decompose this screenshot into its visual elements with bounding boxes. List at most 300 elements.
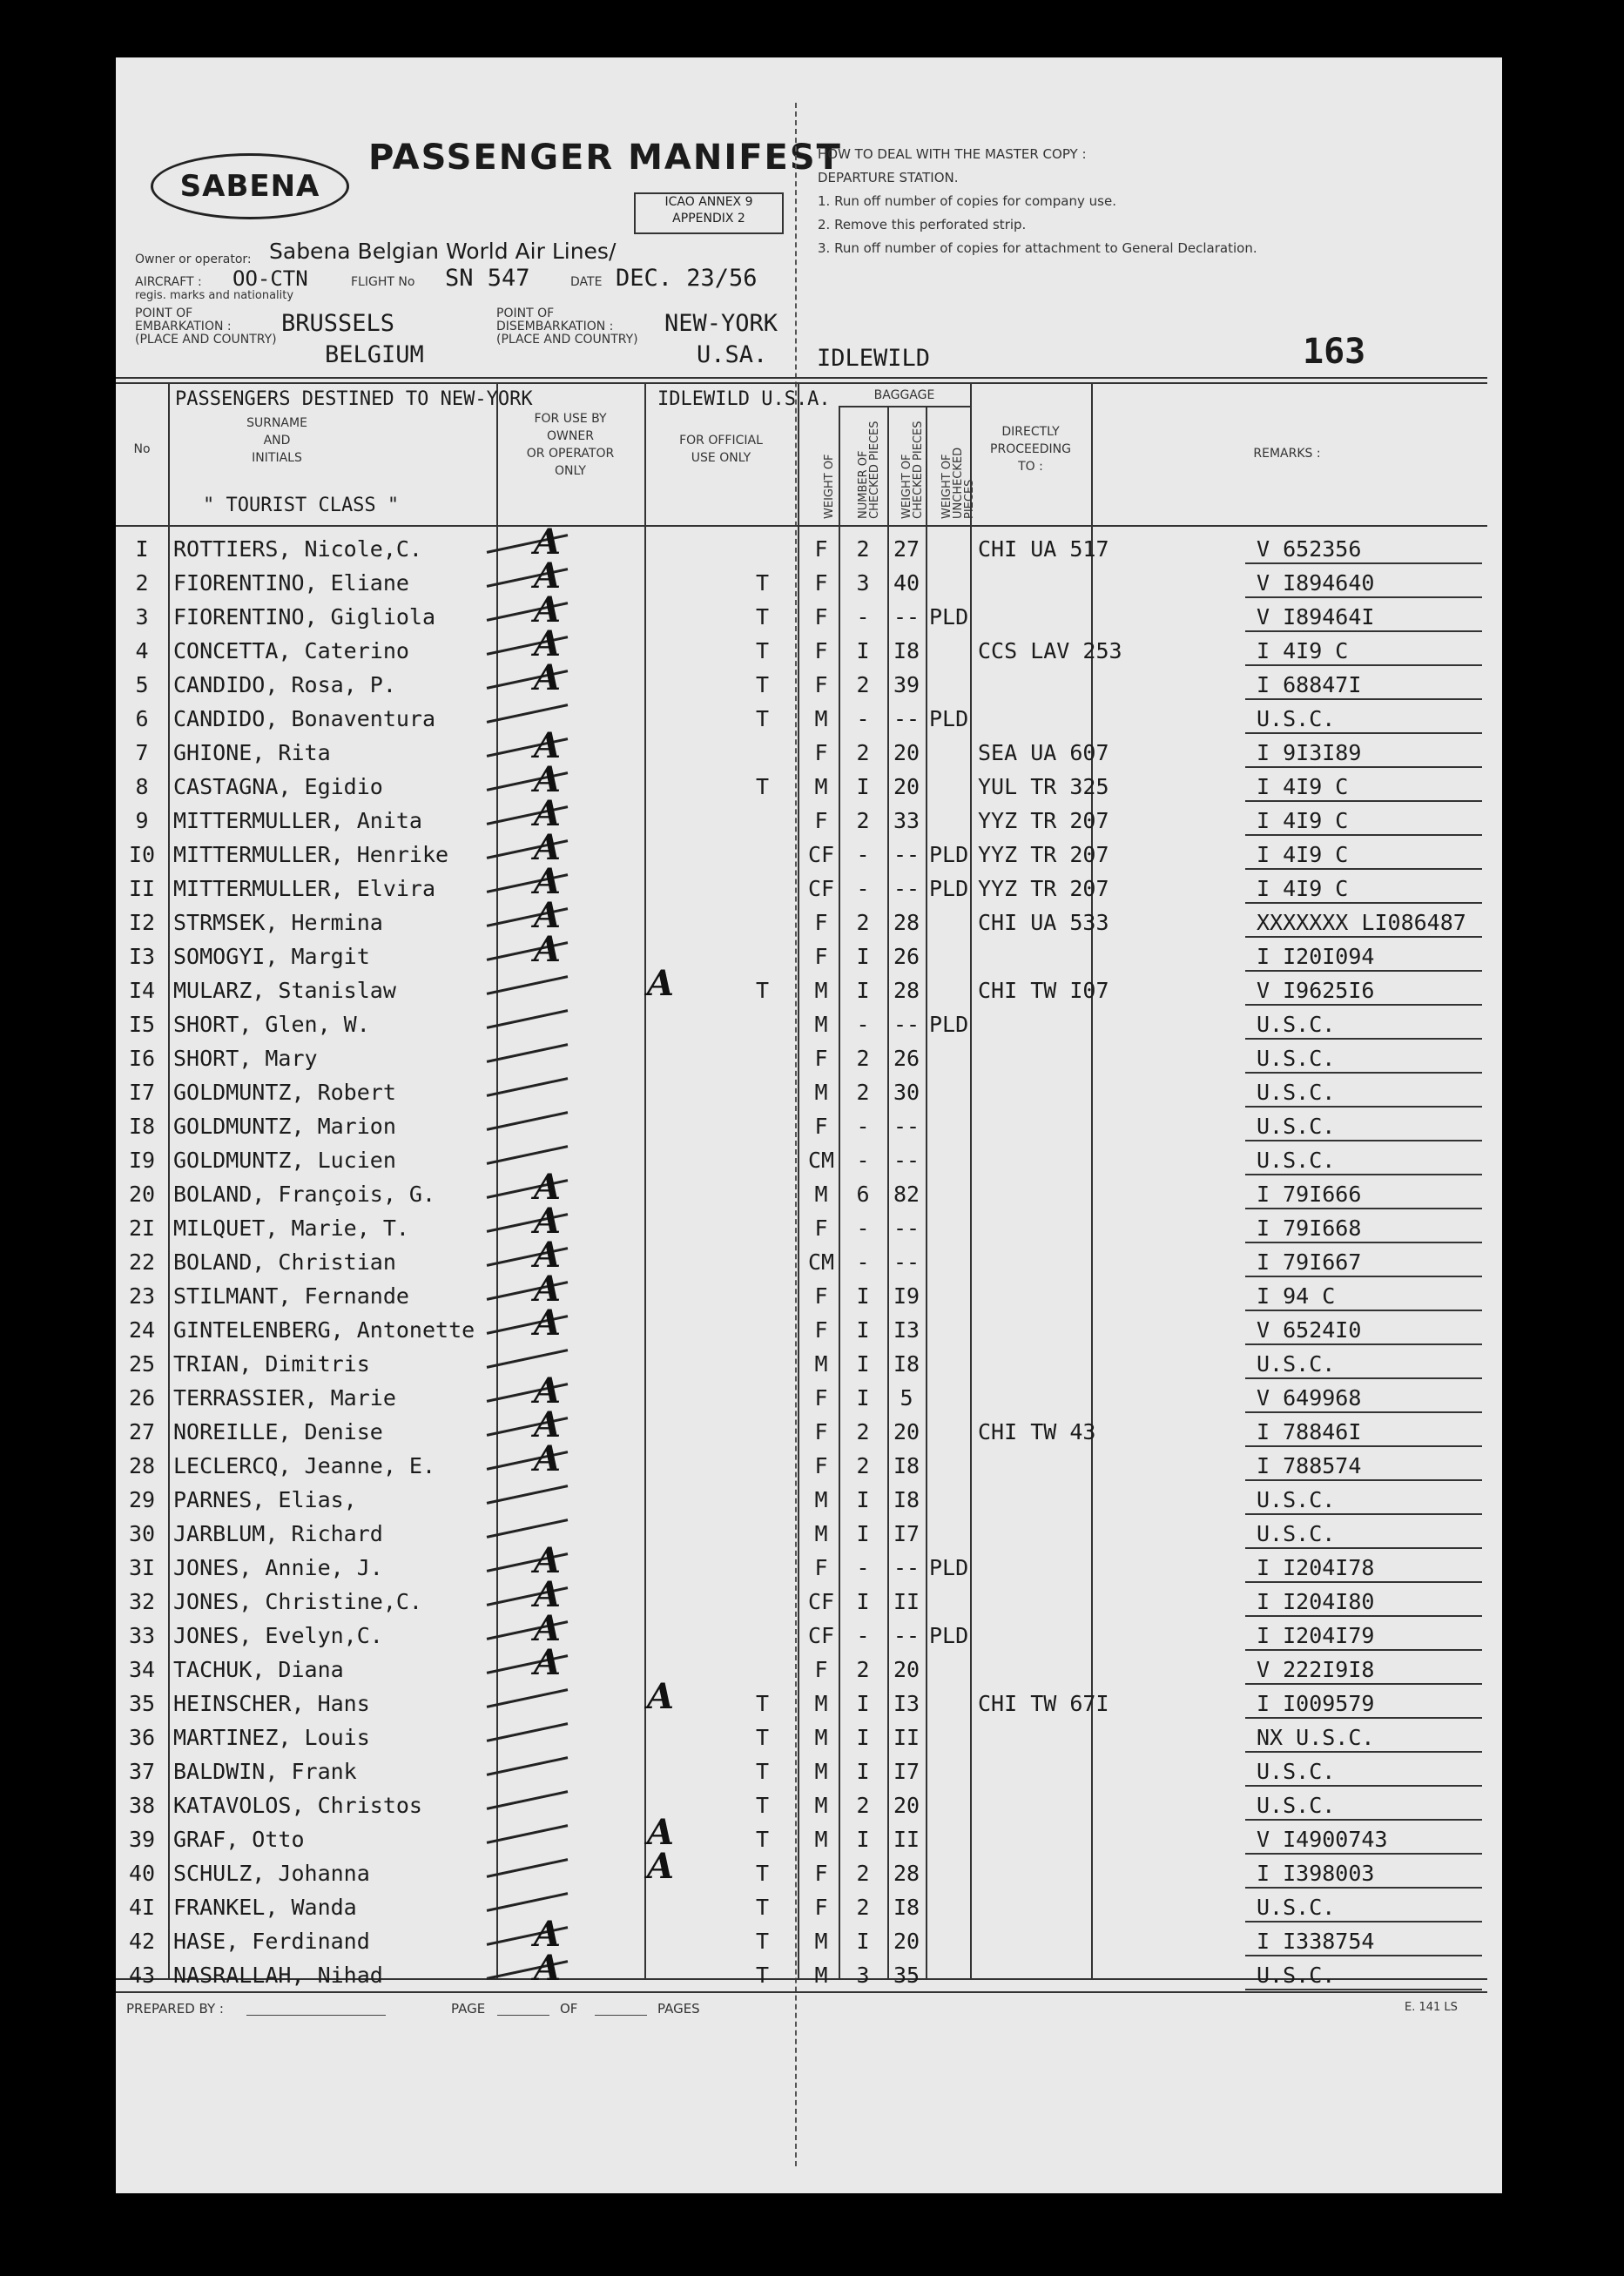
- checked-pieces: I: [856, 1317, 870, 1343]
- remarks: I I204I78: [1257, 1555, 1375, 1580]
- check-stroke: [487, 1145, 569, 1165]
- checked-weight: I7: [893, 1759, 920, 1784]
- passenger-name: TERRASSIER, Marie: [173, 1385, 396, 1411]
- tourist-class-label: " TOURIST CLASS ": [203, 495, 400, 516]
- embark-label: [135, 307, 277, 347]
- handwritten-mark: A: [647, 1676, 675, 1717]
- passenger-name: ROTTIERS, Nicole,C.: [173, 536, 422, 562]
- passenger-name: GOLDMUNTZ, Robert: [173, 1080, 396, 1105]
- aircraft-label: AIRCRAFT :: [135, 275, 202, 289]
- table-row: [116, 759, 1502, 802]
- page-title: PASSENGER MANIFEST: [368, 138, 842, 178]
- row-number: 6: [135, 706, 149, 731]
- check-stroke: [487, 1722, 569, 1742]
- weight-class: M: [814, 1182, 828, 1207]
- official-label: FOR OFFICIAL: [679, 434, 763, 448]
- airport: IDLEWILD: [817, 345, 931, 372]
- row-number: I2: [128, 910, 156, 935]
- remarks: U.S.C.: [1257, 1148, 1336, 1173]
- table-row: [116, 1642, 1502, 1685]
- checked-pieces: I: [856, 1385, 870, 1411]
- passenger-name: HEINSCHER, Hans: [173, 1691, 370, 1716]
- row-number: I7: [128, 1080, 156, 1105]
- table-row: [116, 623, 1502, 666]
- checked-pieces: 2: [856, 1895, 870, 1920]
- row-number: 8: [135, 774, 149, 799]
- passenger-name: MITTERMULLER, Elvira: [173, 876, 436, 901]
- checked-pieces: I: [856, 1487, 870, 1512]
- passenger-name: HASE, Ferdinand: [173, 1929, 370, 1954]
- official-label: USE ONLY: [691, 451, 751, 465]
- proceeding-label: TO :: [1018, 460, 1043, 474]
- checked-pieces: -: [856, 1012, 870, 1037]
- col-header-wt-unchecked: WEIGHT OF UNCHECKED PIECES: [940, 447, 976, 519]
- col-header-weight: WEIGHT OF: [823, 454, 836, 519]
- checked-weight: I3: [893, 1317, 920, 1343]
- instruction-line: 3. Run off number of copies for attachment to General Declaration.: [818, 240, 1257, 256]
- checked-weight: I8: [893, 638, 920, 663]
- passenger-name: JONES, Christine,C.: [173, 1589, 422, 1614]
- check-stroke: [487, 975, 569, 995]
- row-number: 42: [128, 1929, 156, 1954]
- weight-class: CM: [807, 1148, 835, 1173]
- handwritten-mark: A: [534, 1269, 562, 1310]
- remarks: V I89464I: [1257, 604, 1375, 630]
- passenger-name: GOLDMUNTZ, Marion: [173, 1114, 396, 1139]
- checked-pieces: I: [856, 1929, 870, 1954]
- checked-pieces: I: [856, 1283, 870, 1309]
- row-number: I0: [128, 842, 156, 867]
- passenger-name: BALDWIN, Frank: [173, 1759, 357, 1784]
- row-number: 32: [128, 1589, 156, 1614]
- col-header-surname: [168, 414, 386, 467]
- row-number: 24: [128, 1317, 156, 1343]
- weight-class: F: [814, 740, 828, 765]
- proceeding-to: YYZ TR 207: [978, 842, 1109, 867]
- checked-weight: 20: [893, 1793, 920, 1818]
- remarks: I 4I9 C: [1257, 808, 1349, 833]
- weight-class: CM: [807, 1249, 835, 1275]
- unchecked-weight: PLD: [929, 1555, 969, 1580]
- weight-class: F: [814, 672, 828, 697]
- checked-weight: --: [893, 876, 920, 901]
- checked-weight: I8: [893, 1487, 920, 1512]
- handwritten-mark: A: [534, 589, 562, 630]
- row-number: 3: [135, 604, 149, 630]
- handwritten-mark: A: [534, 725, 562, 766]
- weight-class: F: [814, 536, 828, 562]
- icao-line1: ICAO ANNEX 9: [664, 195, 753, 209]
- col-header-no: No: [133, 442, 151, 456]
- disembark-city: NEW-YORK: [664, 310, 778, 337]
- proceeding-to: CCS LAV 253: [978, 638, 1122, 663]
- remarks-rule: [1245, 1989, 1482, 1990]
- row-number: I5: [128, 1012, 156, 1037]
- unchecked-weight: PLD: [929, 1623, 969, 1648]
- handwritten-mark: A: [534, 1608, 562, 1649]
- remarks: U.S.C.: [1257, 1012, 1336, 1037]
- passenger-name: NOREILLE, Denise: [173, 1419, 383, 1444]
- table-row: [116, 1108, 1502, 1141]
- handwritten-mark: A: [534, 759, 562, 800]
- row-number: 3I: [128, 1555, 156, 1580]
- handwritten-mark: A: [534, 827, 562, 868]
- remarks: NX U.S.C.: [1257, 1725, 1375, 1750]
- weight-class: M: [814, 1793, 828, 1818]
- disembark-label: [496, 307, 638, 347]
- passenger-name: FIORENTINO, Eliane: [173, 570, 409, 596]
- row-number: 26: [128, 1385, 156, 1411]
- checked-weight: 39: [893, 672, 920, 697]
- weight-class: F: [814, 1555, 828, 1580]
- remarks: I I398003: [1257, 1861, 1375, 1886]
- checked-pieces: I: [856, 1759, 870, 1784]
- official-mark: T: [756, 706, 770, 731]
- checked-pieces: 2: [856, 1419, 870, 1444]
- passenger-name: GHIONE, Rita: [173, 740, 331, 765]
- row-number: 5: [135, 672, 149, 697]
- checked-pieces: I: [856, 944, 870, 969]
- page-label: PAGE: [451, 2001, 486, 2017]
- handwritten-mark: A: [534, 793, 562, 834]
- remarks: I I009579: [1257, 1691, 1375, 1716]
- weight-class: F: [814, 944, 828, 969]
- passenger-name: LECLERCQ, Jeanne, E.: [173, 1453, 436, 1478]
- table-row: [116, 1345, 1502, 1379]
- row-number: 35: [128, 1691, 156, 1716]
- table-row: [116, 657, 1502, 700]
- official-mark: T: [756, 672, 770, 697]
- passenger-name: MARTINEZ, Louis: [173, 1725, 370, 1750]
- passenger-name: JONES, Annie, J.: [173, 1555, 383, 1580]
- checked-weight: 20: [893, 1929, 920, 1954]
- handwritten-mark: A: [534, 929, 562, 970]
- remarks: I 788574: [1257, 1453, 1362, 1478]
- check-stroke: [487, 1756, 569, 1776]
- handwritten-mark: A: [534, 522, 562, 562]
- official-mark: T: [756, 1691, 770, 1716]
- weight-class: M: [814, 1691, 828, 1716]
- row-number: 33: [128, 1623, 156, 1648]
- table-row: [116, 1404, 1502, 1447]
- check-stroke: [487, 1077, 569, 1097]
- checked-weight: I8: [893, 1351, 920, 1377]
- row-number: 2I: [128, 1215, 156, 1241]
- baggage-rule: [839, 406, 970, 407]
- embark-country: BELGIUM: [325, 341, 424, 368]
- checked-weight: 28: [893, 978, 920, 1003]
- passenger-name: FRANKEL, Wanda: [173, 1895, 357, 1920]
- col-header-destined-cont: IDLEWILD U.S.A.: [657, 388, 831, 410]
- checked-pieces: -: [856, 1148, 870, 1173]
- checked-pieces: 2: [856, 808, 870, 833]
- weight-class: M: [814, 1759, 828, 1784]
- pages-label: PAGES: [657, 2001, 700, 2017]
- official-mark: T: [756, 1827, 770, 1852]
- weight-class: CF: [807, 1623, 835, 1648]
- table-row: [116, 1235, 1502, 1277]
- instruction-line: 1. Run off number of copies for company use.: [818, 193, 1116, 209]
- row-number: 20: [128, 1182, 156, 1207]
- remarks: U.S.C.: [1257, 1487, 1336, 1512]
- handwritten-mark: A: [647, 963, 675, 1004]
- remarks: V 222I9I8: [1257, 1657, 1375, 1682]
- weight-class: M: [814, 706, 828, 731]
- handwritten-mark: A: [534, 895, 562, 936]
- aircraft-value: OO-CTN: [232, 266, 308, 291]
- col-header-proceeding: [970, 423, 1091, 475]
- checked-pieces: 2: [856, 1657, 870, 1682]
- passenger-name: PARNES, Elias,: [173, 1487, 357, 1512]
- remarks: V I4900743: [1257, 1827, 1388, 1852]
- row-number: I4: [128, 978, 156, 1003]
- weight-class: M: [814, 1351, 828, 1377]
- checked-pieces: 2: [856, 1080, 870, 1105]
- weight-class: M: [814, 774, 828, 799]
- remarks: XXXXXXX LI086487: [1257, 910, 1466, 935]
- table-row: [116, 1040, 1502, 1074]
- table-row: [116, 589, 1502, 632]
- weight-class: F: [814, 1657, 828, 1682]
- embark-city: BRUSSELS: [281, 310, 395, 337]
- checked-weight: --: [893, 1012, 920, 1037]
- row-number: II: [128, 876, 156, 901]
- row-number: I: [135, 536, 149, 562]
- table-row: [116, 1540, 1502, 1583]
- row-number: 43: [128, 1963, 156, 1988]
- table-top-rule-2: [116, 382, 1487, 384]
- icao-line2: APPENDIX 2: [672, 212, 745, 226]
- remarks: U.S.C.: [1257, 706, 1336, 731]
- aircraft-sub-label: regis. marks and nationality: [135, 289, 294, 302]
- table-row: [116, 522, 1502, 564]
- handwritten-mark: A: [534, 1167, 562, 1208]
- weight-class: F: [814, 1283, 828, 1309]
- row-number: 2: [135, 570, 149, 596]
- weight-class: M: [814, 978, 828, 1003]
- check-stroke: [487, 1518, 569, 1539]
- row-number: 7: [135, 740, 149, 765]
- remarks: I 79I667: [1257, 1249, 1362, 1275]
- footer-rule: [116, 1991, 1487, 1993]
- checked-pieces: I: [856, 638, 870, 663]
- remarks: U.S.C.: [1257, 1080, 1336, 1105]
- page-line: [497, 2015, 549, 2016]
- checked-weight: --: [893, 1623, 920, 1648]
- check-stroke: [487, 1824, 569, 1844]
- checked-pieces: -: [856, 1249, 870, 1275]
- row-number: 4: [135, 638, 149, 663]
- check-stroke: [487, 1485, 569, 1505]
- remarks: I 79I666: [1257, 1182, 1362, 1207]
- weight-class: F: [814, 638, 828, 663]
- passenger-name: JONES, Evelyn,C.: [173, 1623, 383, 1648]
- table-row: [116, 1574, 1502, 1617]
- checked-pieces: 2: [856, 1453, 870, 1478]
- table-row: [116, 963, 1502, 1006]
- handwritten-mark: A: [534, 1303, 562, 1343]
- handwritten-mark: A: [647, 1812, 675, 1853]
- page-number: 163: [1303, 332, 1366, 372]
- remarks: U.S.C.: [1257, 1895, 1336, 1920]
- handwritten-mark: A: [534, 861, 562, 902]
- passenger-name: SHORT, Glen, W.: [173, 1012, 370, 1037]
- official-mark: T: [756, 1963, 770, 1988]
- checked-weight: 26: [893, 944, 920, 969]
- checked-weight: I8: [893, 1895, 920, 1920]
- handwritten-mark: A: [534, 1404, 562, 1445]
- weight-class: M: [814, 1725, 828, 1750]
- form-number: E. 141 LS: [1405, 2001, 1458, 2014]
- disembark-label-2: DISEMBARKATION :: [496, 320, 614, 333]
- passenger-name: SOMOGYI, Margit: [173, 944, 370, 969]
- check-stroke: [487, 1688, 569, 1708]
- row-number: 4I: [128, 1895, 156, 1920]
- remarks: V 652356: [1257, 536, 1362, 562]
- passenger-name: CASTAGNA, Egidio: [173, 774, 383, 799]
- row-number: 40: [128, 1861, 156, 1886]
- passenger-name: MITTERMULLER, Henrike: [173, 842, 449, 867]
- checked-weight: 30: [893, 1080, 920, 1105]
- row-number: 38: [128, 1793, 156, 1818]
- row-number: 39: [128, 1827, 156, 1852]
- owner-label: OWNER: [547, 429, 594, 443]
- weight-class: F: [814, 1419, 828, 1444]
- weight-class: CF: [807, 1589, 835, 1614]
- checked-weight: 33: [893, 808, 920, 833]
- remarks: I I338754: [1257, 1929, 1375, 1954]
- row-number: 37: [128, 1759, 156, 1784]
- remarks: I 4I9 C: [1257, 774, 1349, 799]
- checked-pieces: -: [856, 1215, 870, 1241]
- table-row: [116, 1787, 1502, 1821]
- remarks: I 4I9 C: [1257, 876, 1349, 901]
- checked-weight: 20: [893, 774, 920, 799]
- passenger-name: GOLDMUNTZ, Lucien: [173, 1148, 396, 1173]
- checked-weight: I9: [893, 1283, 920, 1309]
- passenger-name: GRAF, Otto: [173, 1827, 305, 1852]
- weight-class: F: [814, 1317, 828, 1343]
- handwritten-mark: A: [534, 1370, 562, 1411]
- checked-weight: 20: [893, 1419, 920, 1444]
- table-top-rule: [116, 377, 1487, 379]
- instruction-line: 2. Remove this perforated strip.: [818, 217, 1027, 232]
- checked-weight: 5: [900, 1385, 913, 1411]
- proceeding-to: YYZ TR 207: [978, 808, 1109, 833]
- passenger-name: BOLAND, François, G.: [173, 1182, 436, 1207]
- official-mark: T: [756, 638, 770, 663]
- checked-pieces: -: [856, 706, 870, 731]
- handwritten-mark: A: [534, 1540, 562, 1581]
- icao-box: [634, 192, 784, 234]
- proceeding-to: CHI TW I07: [978, 978, 1109, 1003]
- table-row: [116, 1914, 1502, 1956]
- passenger-name: FIORENTINO, Gigliola: [173, 604, 436, 630]
- checked-pieces: I: [856, 1521, 870, 1546]
- remarks: I 9I3I89: [1257, 740, 1362, 765]
- weight-class: F: [814, 1385, 828, 1411]
- handwritten-mark: A: [534, 1642, 562, 1683]
- col-header-destined: PASSENGERS DESTINED TO NEW-YORK: [175, 388, 533, 410]
- passenger-name: MULARZ, Stanislaw: [173, 978, 396, 1003]
- owner-label: ONLY: [555, 464, 586, 478]
- official-mark: T: [756, 1929, 770, 1954]
- embark-label-1: POINT OF: [135, 306, 193, 320]
- row-number: 28: [128, 1453, 156, 1478]
- checked-weight: II: [893, 1725, 920, 1750]
- check-stroke: [487, 1043, 569, 1063]
- checked-weight: 28: [893, 1861, 920, 1886]
- remarks: I 68847I: [1257, 672, 1362, 697]
- flight-label: FLIGHT No: [351, 275, 415, 289]
- handwritten-mark: A: [534, 1201, 562, 1242]
- official-mark: T: [756, 1759, 770, 1784]
- weight-class: F: [814, 808, 828, 833]
- of-line: [595, 2015, 647, 2016]
- checked-pieces: 2: [856, 1046, 870, 1071]
- official-mark: T: [756, 604, 770, 630]
- passenger-name: GINTELENBERG, Antonette: [173, 1317, 475, 1343]
- row-number: 25: [128, 1351, 156, 1377]
- instruction-line: DEPARTURE STATION.: [818, 170, 959, 185]
- checked-weight: 20: [893, 1657, 920, 1682]
- checked-weight: 82: [893, 1182, 920, 1207]
- passenger-name: TRIAN, Dimitris: [173, 1351, 370, 1377]
- checked-pieces: I: [856, 1589, 870, 1614]
- disembark-label-3: (PLACE AND COUNTRY): [496, 333, 638, 347]
- checked-pieces: I: [856, 774, 870, 799]
- table-row: [116, 556, 1502, 598]
- table-header-rule: [116, 525, 1487, 527]
- table-row: [116, 1370, 1502, 1413]
- passenger-name: NASRALLAH, Nihad: [173, 1963, 383, 1988]
- row-number: 30: [128, 1521, 156, 1546]
- checked-weight: 40: [893, 570, 920, 596]
- table-row: [116, 1515, 1502, 1549]
- handwritten-mark: A: [534, 657, 562, 698]
- checked-weight: I7: [893, 1521, 920, 1546]
- checked-pieces: 6: [856, 1182, 870, 1207]
- checked-pieces: -: [856, 842, 870, 867]
- weight-class: CF: [807, 842, 835, 867]
- handwritten-mark: A: [534, 1574, 562, 1615]
- remarks: I 78846I: [1257, 1419, 1362, 1444]
- passenger-name: MILQUET, Marie, T.: [173, 1215, 409, 1241]
- checked-pieces: 3: [856, 570, 870, 596]
- operator-value: Sabena Belgian World Air Lines/: [269, 239, 617, 264]
- checked-pieces: -: [856, 1555, 870, 1580]
- weight-class: M: [814, 1521, 828, 1546]
- col-header-remarks: REMARKS :: [1253, 447, 1321, 461]
- proceeding-to: CHI UA 533: [978, 910, 1109, 935]
- proceeding-label: DIRECTLY: [1001, 425, 1060, 439]
- handwritten-mark: A: [534, 556, 562, 596]
- checked-pieces: I: [856, 978, 870, 1003]
- checked-weight: --: [893, 1249, 920, 1275]
- passenger-name: STRMSEK, Hermina: [173, 910, 383, 935]
- instruction-line: HOW TO DEAL WITH THE MASTER COPY :: [818, 146, 1087, 162]
- checked-pieces: 2: [856, 740, 870, 765]
- unchecked-weight: PLD: [929, 842, 969, 867]
- check-stroke: [487, 1111, 569, 1131]
- table-row: [116, 1006, 1502, 1040]
- checked-pieces: I: [856, 1725, 870, 1750]
- row-number: 22: [128, 1249, 156, 1275]
- remarks: I I204I79: [1257, 1623, 1375, 1648]
- passenger-name: JARBLUM, Richard: [173, 1521, 383, 1546]
- surname-label: INITIALS: [252, 451, 302, 465]
- row-number: I8: [128, 1114, 156, 1139]
